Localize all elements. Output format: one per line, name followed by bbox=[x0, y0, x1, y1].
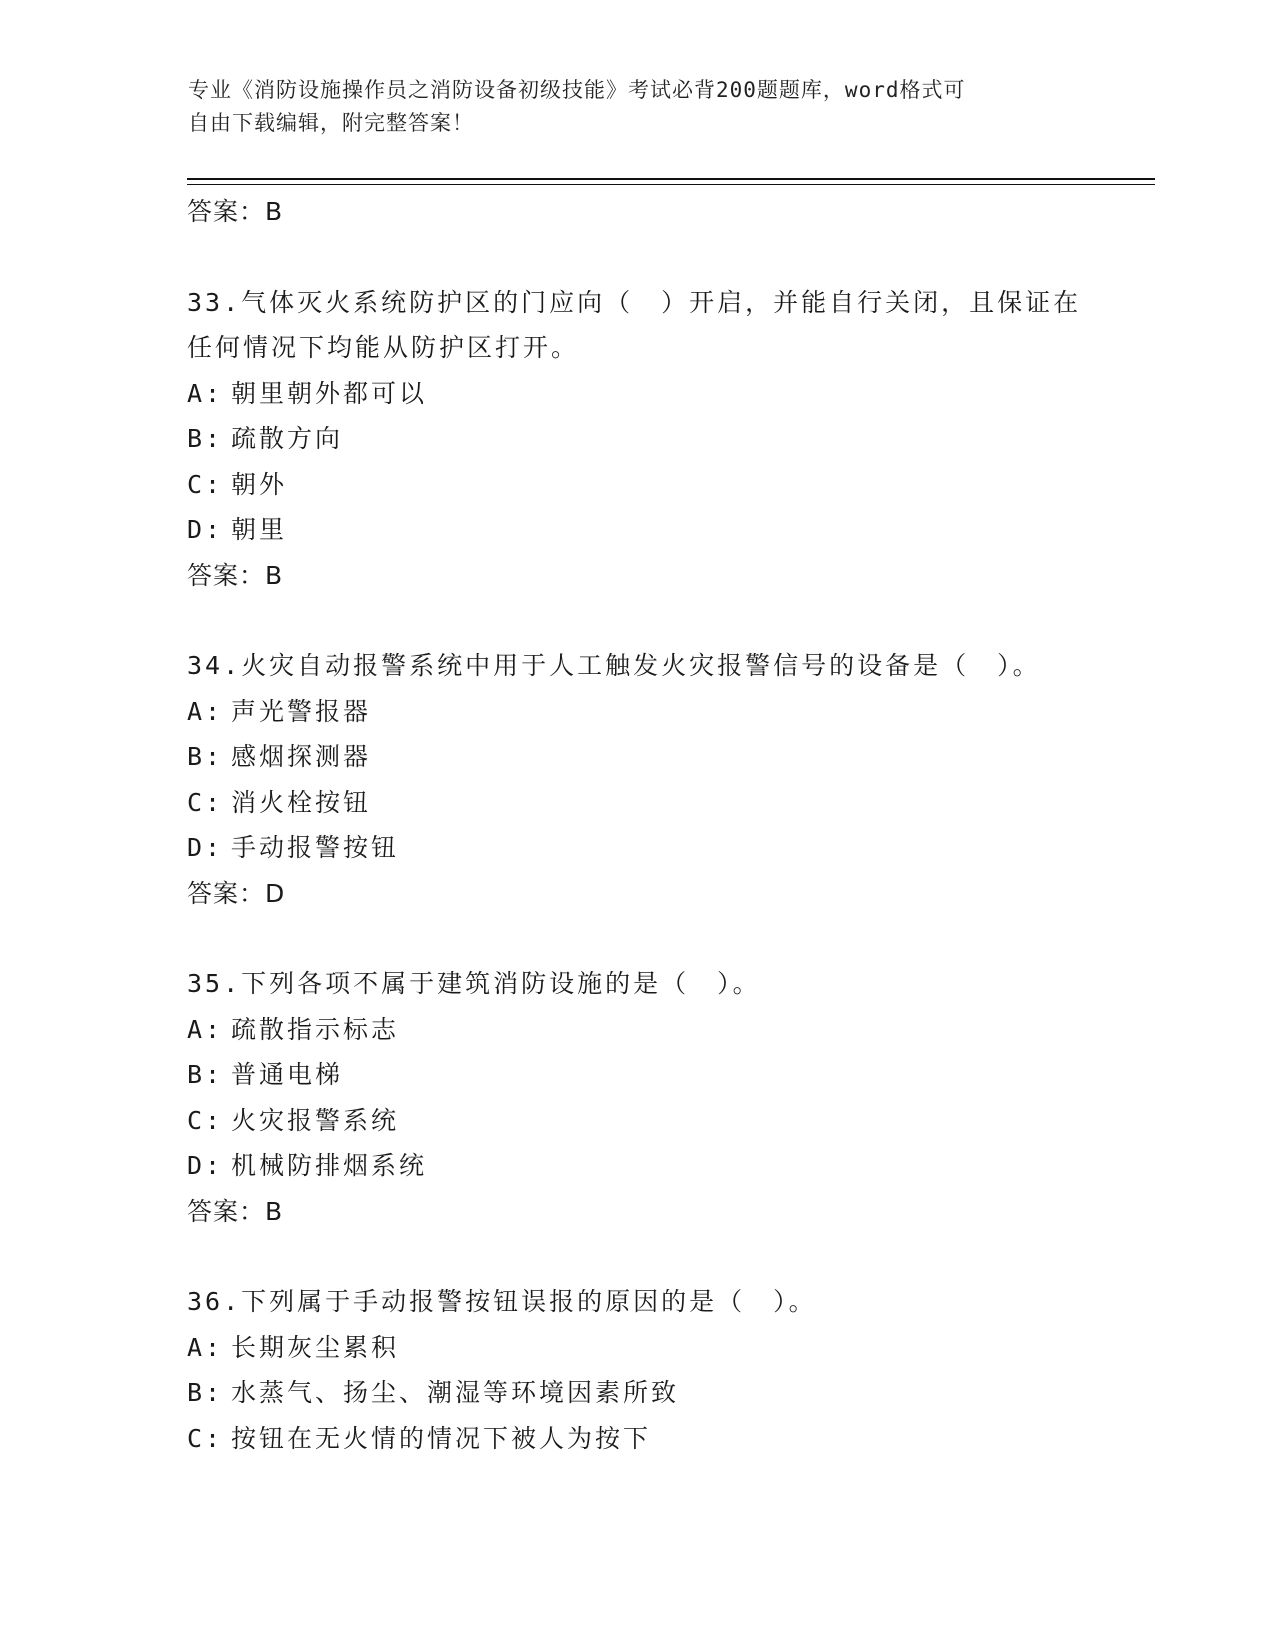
option-text: 长期灰尘累积 bbox=[231, 1332, 400, 1362]
question-33 bbox=[187, 280, 1107, 599]
question-34 bbox=[187, 643, 1107, 916]
option-text: 声光警报器 bbox=[231, 696, 372, 726]
option-letter: A: bbox=[187, 696, 224, 726]
document-header bbox=[188, 74, 1088, 140]
option-c bbox=[187, 1416, 1107, 1462]
option-letter: C: bbox=[187, 1105, 224, 1135]
option-letter: A: bbox=[187, 1332, 224, 1362]
option-text: 手动报警按钮 bbox=[231, 833, 400, 862]
option-c bbox=[187, 462, 1107, 508]
answer: 答案：D bbox=[187, 878, 286, 908]
option-b bbox=[187, 1052, 1107, 1098]
option-letter: A: bbox=[187, 1014, 224, 1044]
header-line-2: 自由下载编辑，附完整答案！ bbox=[188, 111, 474, 135]
option-letter: D: bbox=[187, 1151, 224, 1180]
option-a bbox=[187, 689, 1107, 735]
header-rule-thick bbox=[187, 178, 1155, 180]
option-text: 疏散方向 bbox=[231, 424, 344, 453]
previous-answer: 答案：B bbox=[187, 197, 284, 226]
option-text: 朝外 bbox=[231, 469, 288, 499]
question-text: 下列各项不属于建筑消防设施的是（ ）。 bbox=[241, 969, 761, 998]
header-rule-thin bbox=[187, 184, 1155, 185]
question-number: 34. bbox=[187, 651, 242, 680]
option-text: 机械防排烟系统 bbox=[231, 1151, 428, 1180]
answer: 答案：B bbox=[187, 1196, 284, 1226]
question-text: 下列属于手动报警按钮误报的原因的是（ ）。 bbox=[241, 1287, 817, 1316]
option-c bbox=[187, 780, 1107, 826]
option-letter: D: bbox=[187, 833, 224, 862]
option-c bbox=[187, 1098, 1107, 1144]
question-35 bbox=[187, 961, 1107, 1234]
question-stem bbox=[187, 280, 1087, 371]
option-b bbox=[187, 1370, 1107, 1416]
question-stem bbox=[187, 961, 1087, 1007]
option-letter: B: bbox=[187, 1378, 224, 1407]
option-d bbox=[187, 507, 1107, 553]
option-letter: B: bbox=[187, 424, 224, 453]
option-text: 普通电梯 bbox=[231, 1060, 344, 1089]
header-line-1: 专业《消防设施操作员之消防设备初级技能》考试必背200题题库，word格式可 bbox=[188, 78, 966, 102]
question-list bbox=[187, 189, 1107, 1461]
option-b bbox=[187, 734, 1107, 780]
option-text: 水蒸气、扬尘、潮湿等环境因素所致 bbox=[231, 1378, 680, 1407]
option-a bbox=[187, 1007, 1107, 1053]
option-d bbox=[187, 825, 1107, 871]
option-text: 朝里朝外都可以 bbox=[231, 378, 428, 408]
option-text: 朝里 bbox=[231, 515, 288, 544]
option-a bbox=[187, 1325, 1107, 1371]
option-text: 感烟探测器 bbox=[231, 742, 372, 771]
option-letter: B: bbox=[187, 1060, 224, 1089]
option-text: 火灾报警系统 bbox=[231, 1105, 400, 1135]
question-text: 气体灭火系统防护区的门应向（ ）开启，并能自行关闭，且保证在任何情况下均能从防护区打开。 bbox=[187, 287, 1082, 362]
option-letter: B: bbox=[187, 742, 224, 771]
question-number: 36. bbox=[187, 1287, 242, 1316]
option-text: 消火栓按钮 bbox=[231, 787, 372, 817]
option-letter: C: bbox=[187, 787, 224, 817]
option-letter: A: bbox=[187, 378, 224, 408]
option-text: 按钮在无火情的情况下被人为按下 bbox=[231, 1423, 652, 1453]
option-d bbox=[187, 1143, 1107, 1189]
option-text: 疏散指示标志 bbox=[231, 1014, 400, 1044]
question-36 bbox=[187, 1279, 1107, 1461]
question-stem bbox=[187, 643, 1087, 689]
answer: 答案：B bbox=[187, 560, 284, 590]
option-b bbox=[187, 416, 1107, 462]
question-number: 35. bbox=[187, 969, 242, 998]
question-text: 火灾自动报警系统中用于人工触发火灾报警信号的设备是（ ）。 bbox=[241, 651, 1041, 680]
question-stem bbox=[187, 1279, 1087, 1325]
option-letter: D: bbox=[187, 515, 224, 544]
question-number: 33. bbox=[187, 287, 242, 317]
option-letter: C: bbox=[187, 469, 224, 499]
option-a bbox=[187, 371, 1107, 417]
option-letter: C: bbox=[187, 1423, 224, 1453]
